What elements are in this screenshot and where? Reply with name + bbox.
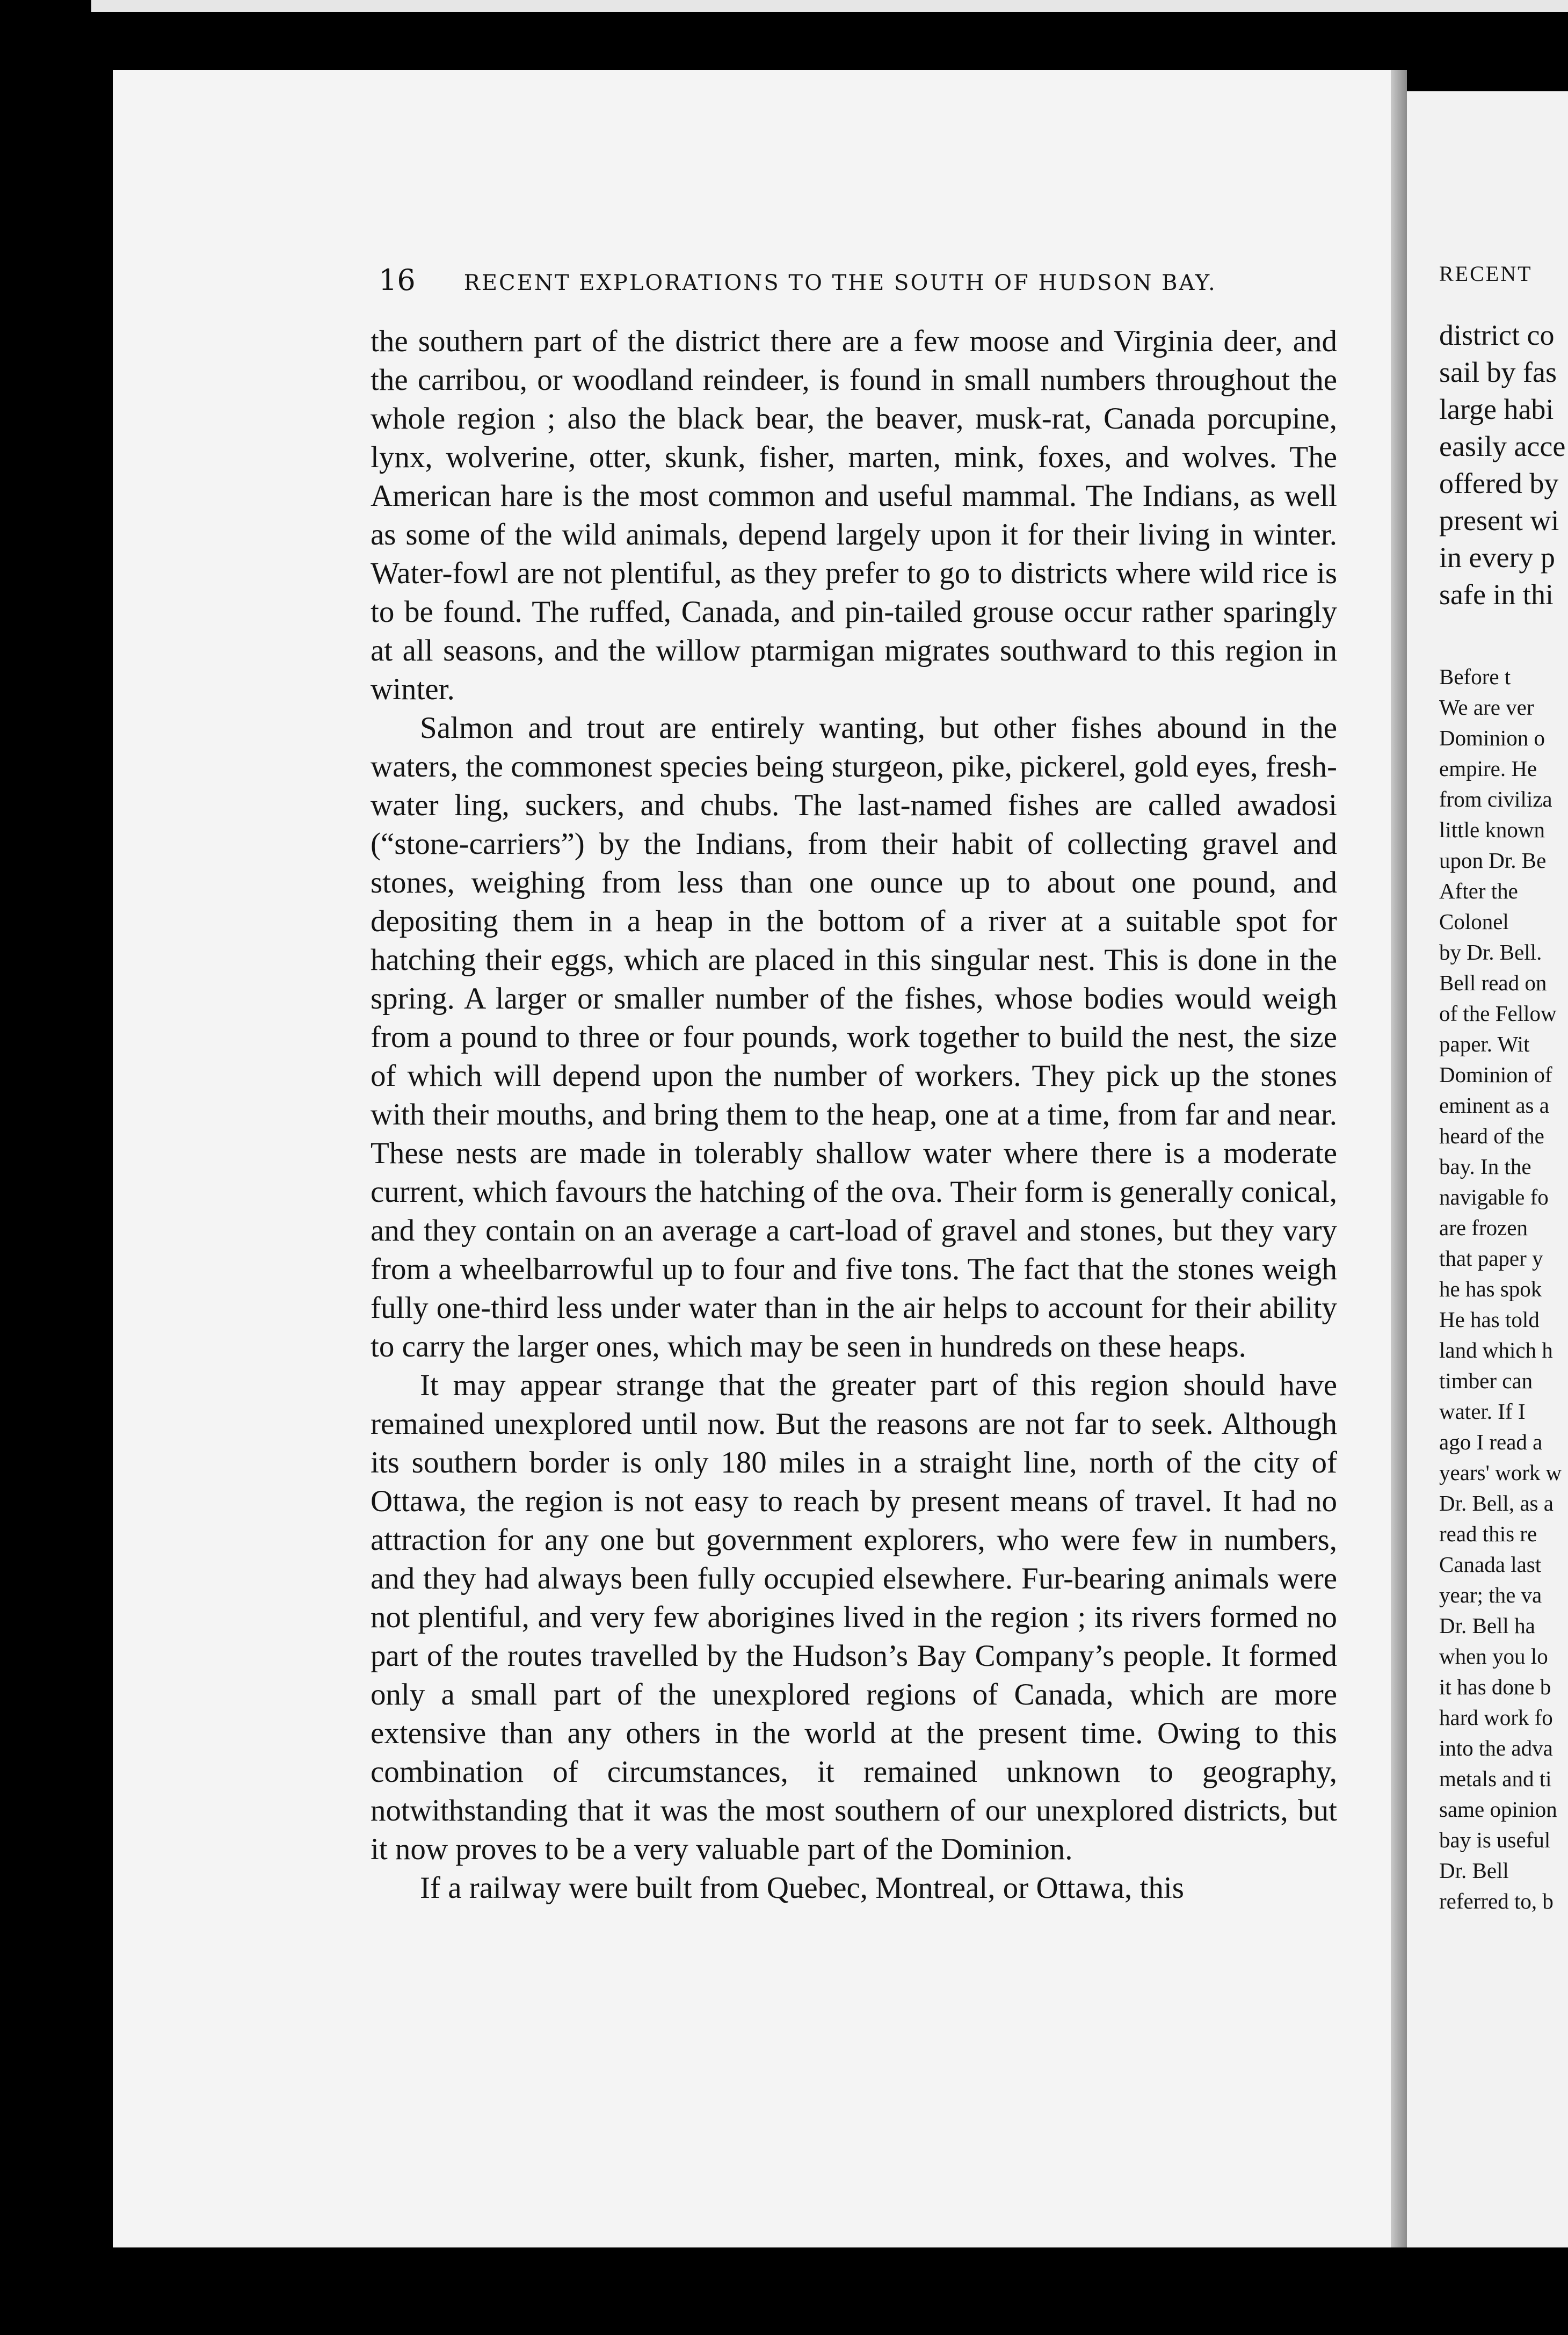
right-page-line: read this re	[1439, 1521, 1537, 1546]
right-text-block	[1439, 662, 1568, 1917]
right-page-line: in every p	[1439, 541, 1555, 574]
right-page-line: are frozen	[1439, 1215, 1528, 1240]
right-page-line: Dr. Bell, as a	[1439, 1491, 1554, 1515]
right-page-line: ago I read a	[1439, 1430, 1543, 1454]
right-page-line: eminent as a	[1439, 1093, 1549, 1118]
right-page-line: heard of the	[1439, 1123, 1544, 1148]
right-page-line: he has spok	[1439, 1277, 1542, 1301]
right-page-line: water. If I	[1439, 1399, 1526, 1424]
right-page-line: metals and ti	[1439, 1766, 1552, 1791]
right-page-line: Before t	[1439, 664, 1511, 689]
right-page-line: After the	[1439, 879, 1518, 903]
right-running-head: RECENT	[1439, 262, 1533, 286]
right-page-line: upon Dr. Be	[1439, 848, 1547, 873]
right-page-line: offered by	[1439, 467, 1559, 499]
paragraph: It may appear strange that the greater part of this region should have remained unexplored until now. But the reasons are not far to seek. Although its southern border is only 180 miles in a straight line, north of the city of Ottawa, the region is not easy to reach by present means of travel. It had no attraction for any one but government explorers, who were few in numbers, and they had always been fully occupied elsewhere. Fur-bearing animals were not plentiful, and very few aborigines lived in the region ; its rivers formed no part of the routes travelled by the Hudson’s Bay Company’s people. It formed only a small part of the unexplored regions of Canada, which are more extensive than any others in the world at the present time. Owing to this combination of circumstances, it remained unknown to geography, notwithstanding that it was the most southern of our unexplored districts, but it now proves to be a very valuable part of the Dominion.	[371, 1368, 1337, 1866]
right-page-line: easily acce	[1439, 430, 1566, 462]
right-page-line: by Dr. Bell.	[1439, 940, 1542, 965]
right-page-line: Colonel	[1439, 909, 1509, 934]
right-page-line: paper. Wit	[1439, 1032, 1530, 1056]
right-page-line: safe in thi	[1439, 578, 1554, 611]
right-page-line: from civiliza	[1439, 787, 1552, 811]
right-page-line: Dr. Bell ha	[1439, 1613, 1535, 1638]
paragraph: the southern part of the district there are a few moose and Virginia deer, and the carribou, or woodland reindeer, is found in small numbers throughout the whole region ; also the black bear, the beaver, musk-rat, Canada porcupine, lynx, wolverine, otter, skunk, fisher, marten, mink, foxes, and wolves. The American hare is the most common and useful mammal. The Indians, as well as some of the wild animals, depend largely upon it for their living in winter. Water-fowl are not plentiful, as they prefer to go to districts where wild rice is to be found. The ruffed, Canada, and pin-tailed grouse occur rather sparingly at all seasons, and the willow ptarmigan migrates southward to this region in winter.	[371, 324, 1337, 706]
paragraph: Salmon and trout are entirely wanting, but other fishes abound in the waters, the commonest species being sturgeon, pike, pickerel, gold eyes, fresh-water ling, suckers, and chubs. The last-named fishes are called awadosi (“stone-carriers”) by the Indians, from their habit of collecting gravel and stones, weighing from less than one ounce up to about one pound, and depositing them in a heap in the bottom of a river at a suitable spot for hatching their eggs, which are placed in this singular nest. This is done in the spring. A larger or smaller number of the fishes, whose bodies would weigh from a pound to three or four pounds, work together to build the nest, the size of which will depend upon the number of workers. They pick up the stones with their mouths, and bring them to the heap, one at a time, from far and near. These nests are made in tolerably shallow water where there is a moderate current, which favours the hatching of the ova. Their form is generally conical, and they contain on an average a cart-load of gravel and stones, but they vary from a wheelbarrowful up to four and five tons. The fact that the stones weigh fully one-third less under water than in the air helps to account for their ability to carry the larger ones, which may be seen in hundreds on these heaps.	[371, 711, 1337, 1364]
right-page-line: little known	[1439, 817, 1545, 842]
paragraph: If a railway were built from Quebec, Montreal, or Ottawa, this	[420, 1871, 1184, 1905]
right-page-line: present wi	[1439, 504, 1559, 536]
book-gutter	[1391, 70, 1407, 2247]
right-page-line: when you lo	[1439, 1644, 1548, 1669]
right-text-block	[1439, 317, 1568, 613]
right-page-line: same opinion	[1439, 1797, 1557, 1822]
right-page-line: land which h	[1439, 1338, 1553, 1362]
right-page-line: bay is useful	[1439, 1828, 1551, 1852]
right-page-line: district co	[1439, 319, 1555, 351]
right-page-line: Dr. Bell	[1439, 1858, 1509, 1883]
right-page-line: year; the va	[1439, 1583, 1542, 1607]
right-page-line: We are ver	[1439, 695, 1534, 720]
right-page-line: referred to, b	[1439, 1889, 1554, 1913]
right-page-line: it has done b	[1439, 1674, 1551, 1699]
scan-top-strip	[91, 0, 1568, 12]
right-page-line: that paper y	[1439, 1246, 1543, 1271]
right-page-line: He has told	[1439, 1307, 1540, 1332]
right-page-line: into the adva	[1439, 1736, 1553, 1760]
right-page-line: empire. He	[1439, 756, 1537, 781]
right-page-line: Dominion of	[1439, 1062, 1552, 1087]
page-header	[379, 263, 1248, 301]
right-page-line: sail by fas	[1439, 356, 1557, 388]
right-page-line: timber can	[1439, 1368, 1533, 1393]
right-page-line: Bell read on	[1439, 970, 1547, 995]
right-page-line: Canada last	[1439, 1552, 1542, 1577]
right-page-line: bay. In the	[1439, 1154, 1531, 1179]
right-page-line: navigable fo	[1439, 1185, 1549, 1209]
right-page-line: hard work fo	[1439, 1705, 1553, 1730]
body-text	[371, 322, 1337, 1908]
right-page-text	[1439, 258, 1568, 1917]
page-number: 16	[379, 263, 416, 297]
right-page-line: of the Fellow	[1439, 1001, 1557, 1026]
right-page-line: Dominion o	[1439, 726, 1545, 750]
right-page-line: large habi	[1439, 393, 1554, 425]
right-page-line: years' work w	[1439, 1460, 1562, 1485]
running-head: RECENT EXPLORATIONS TO THE SOUTH OF HUDSON BAY.	[463, 271, 1217, 295]
